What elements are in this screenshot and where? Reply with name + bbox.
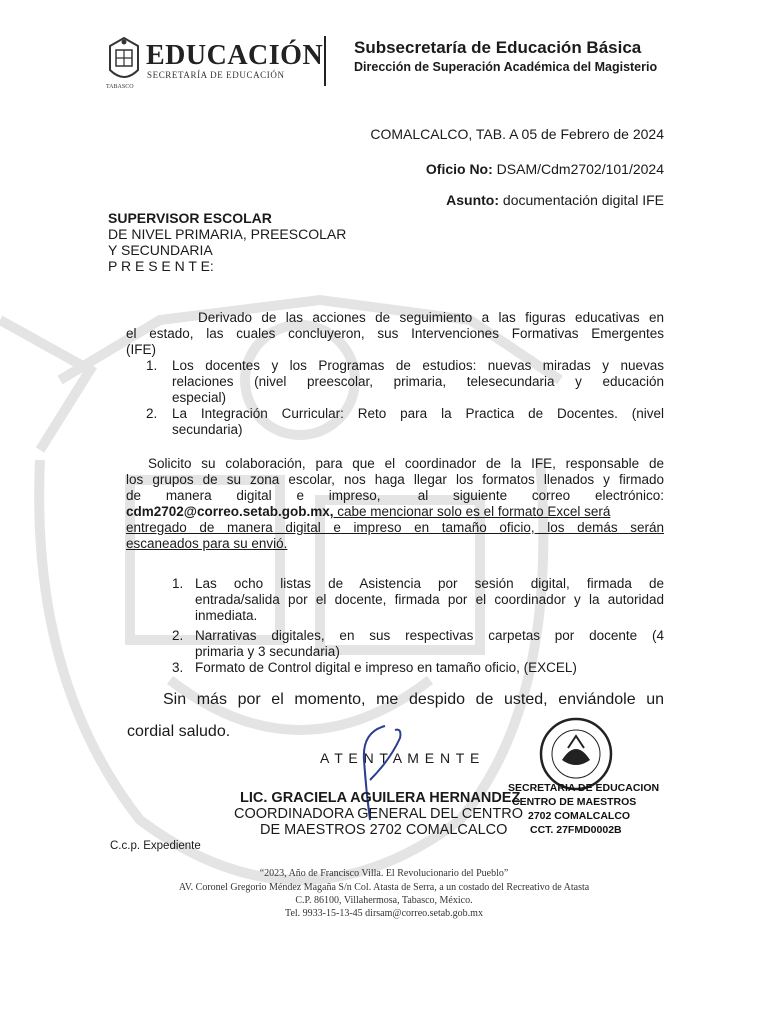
oficio-value: DSAM/Cdm2702/101/2024: [496, 161, 664, 177]
logo-state-label: TABASCO: [106, 84, 134, 90]
paragraph-2-line-1: Solicito su colaboración, para que el coordinador de la IFE, responsable de: [148, 456, 664, 471]
list-1-item-2-line-2: secundaria): [172, 422, 243, 437]
asunto-value: documentación digital IFE: [502, 192, 664, 208]
asunto-label: Asunto:: [446, 192, 500, 208]
closing-line-1: Sin más por el momento, me despido de usted, enviándole un: [163, 691, 664, 708]
footer-contact: Tel. 9933-15-13-45 dirsam@correo.setab.gob.mx: [285, 908, 483, 919]
list-2-number-1: 1.: [172, 576, 184, 591]
atentamente-label: A T E N T A M E N T E: [320, 750, 481, 766]
recipient-title: SUPERVISOR ESCOLAR: [108, 210, 272, 226]
ccp-line: C.c.p. Expediente: [110, 840, 201, 852]
list-2-number-3: 3.: [172, 660, 184, 675]
footer-motto: “2023, Año de Francisco Villa. El Revolucionario del Pueblo”: [259, 868, 509, 879]
stamp-line-1: SECRETARIA DE EDUCACION: [508, 782, 660, 794]
paragraph-2-line-3: de manera digital e impreso, al siguiente correo electrónico:: [126, 488, 664, 503]
asunto-line: [300, 192, 664, 208]
recipient-line-2: DE NIVEL PRIMARIA, PREESCOLAR: [108, 226, 347, 242]
header-subtitle: Dirección de Superación Académica del Magisterio: [354, 60, 658, 74]
excel-note: cabe mencionar solo es el formato Excel será: [333, 504, 611, 519]
list-2-item-2-line-2: primaria y 3 secundaria): [195, 644, 340, 659]
paragraph-1-line-1: Derivado de las acciones de seguimiento a las figuras educativas en: [198, 310, 664, 325]
list-2-number-2: 2.: [172, 628, 184, 643]
paragraph-2-line-4: [126, 504, 664, 520]
list-1-item-1-line-3: especial): [172, 390, 227, 405]
paragraph-2-line-6: escaneados para su envió.: [126, 536, 288, 551]
stamp-line-4: CCT. 27FMD0002B: [530, 824, 622, 836]
recipient-line-4: P R E S E N T E:: [108, 258, 214, 274]
paragraph-2-line-5: entregado de manera digital e impreso en tamaño oficio, los demás serán: [126, 520, 664, 535]
oficio-line: [300, 161, 664, 177]
list-1-item-1-line-2: relaciones (nivel preescolar, primaria, telesecundaria y educación: [172, 374, 664, 389]
recipient-line-3: Y SECUNDARIA: [108, 242, 213, 258]
paragraph-1-line-3: (IFE): [126, 342, 156, 357]
signer-name: LIC. GRACIELA AGUILERA HERNANDEZ: [240, 790, 521, 806]
official-seal-icon: [538, 716, 614, 792]
list-1-number-2: 2.: [146, 406, 158, 421]
list-2-item-1-line-3: inmediata.: [195, 608, 258, 623]
list-1-number-1: 1.: [146, 358, 158, 373]
oficio-label: Oficio No:: [425, 161, 493, 177]
date-line: COMALCALCO, TAB. A 05 de Febrero de 2024: [370, 126, 664, 142]
contact-email[interactable]: cdm2702@correo.setab.gob.mx,: [126, 504, 334, 519]
logo-subtitle: SECRETARÍA DE EDUCACIÓN: [147, 70, 285, 80]
signer-role-line-2: DE MAESTROS 2702 COMALCALCO: [260, 822, 508, 838]
list-2-item-1-line-2: entrada/salida por el docente, firmada por el coordinador y la autoridad: [195, 592, 664, 607]
signer-role-line-1: COORDINADORA GENERAL DEL CENTRO: [234, 806, 523, 822]
logo-wordmark: EDUCACIÓN: [146, 40, 324, 71]
tabasco-crest-icon: [106, 36, 142, 86]
paragraph-1-line-2: el estado, las cuales concluyeron, sus Intervenciones Formativas Emergentes: [126, 326, 664, 341]
stamp-line-3: 2702 COMALCALCO: [528, 810, 631, 822]
list-2-item-3-line-1: Formato de Control digital e impreso en tamaño oficio, (EXCEL): [195, 660, 577, 675]
list-1-item-1-line-1: Los docentes y los Programas de estudios: nuevas miradas y nuevas: [172, 358, 664, 373]
closing-line-2: cordial saludo.: [127, 723, 231, 740]
footer-address: AV. Coronel Gregorio Méndez Magaña S/n Col. Atasta de Serra, a un costado del Recreativo de Atasta: [178, 882, 590, 893]
footer-city: C.P. 86100, Villahermosa, Tabasco, México.: [295, 895, 473, 906]
list-1-item-2-line-1: La Integración Curricular: Reto para la Practica de Docentes. (nivel: [172, 406, 664, 421]
header-title: Subsecretaría de Educación Básica: [354, 38, 642, 57]
list-2-item-1-line-1: Las ocho listas de Asistencia por sesión digital, firmada de: [195, 576, 664, 591]
stamp-line-2: CENTRO DE MAESTROS: [512, 796, 637, 808]
paragraph-2-line-2: los grupos de su zona escolar, nos haga llegar los formatos llenados y firmado: [126, 472, 664, 487]
list-2-item-2-line-1: Narrativas digitales, en sus respectivas carpetas por docente (4: [195, 628, 664, 643]
header-divider: [324, 36, 326, 86]
